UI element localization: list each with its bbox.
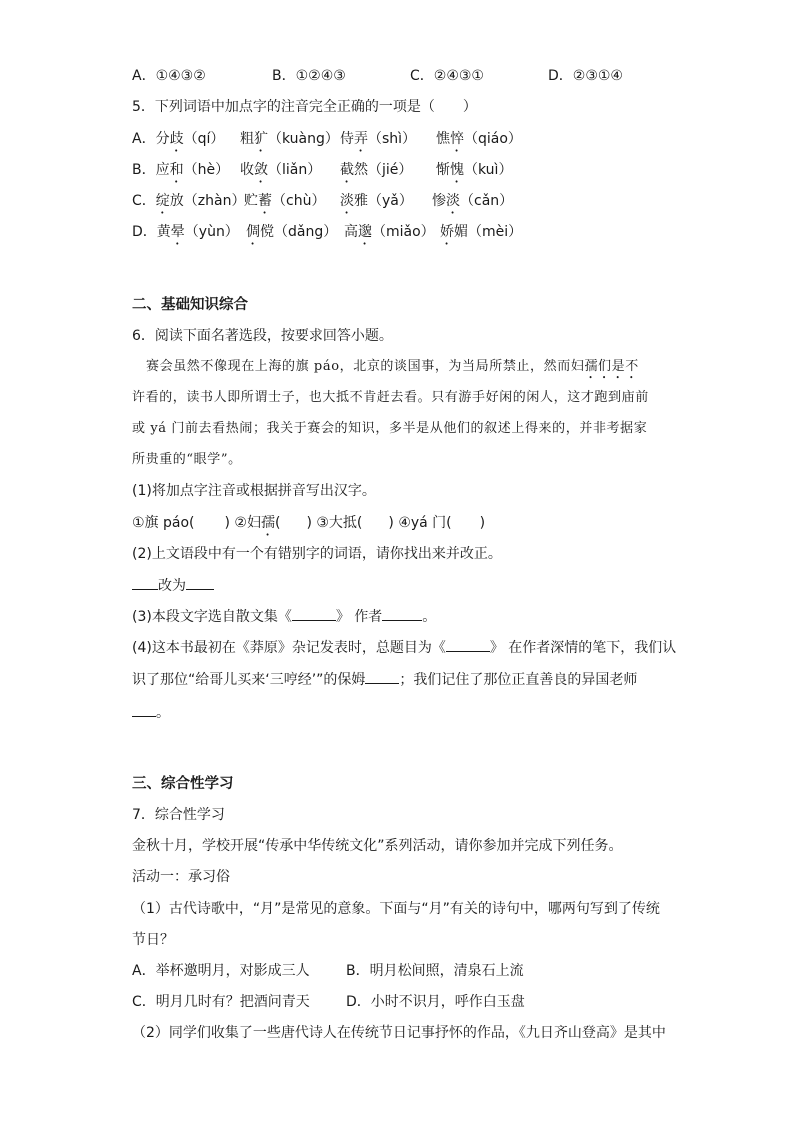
q7-sub2-line-1: （2）同学们收集了一些唐代诗人在传统节日记事抒怀的作品，《九日齐山登高》是其中 (132, 1025, 666, 1041)
passage-line-3: 或 yá 门前去看热闹；我关于赛会的知识，多半是从他们的叙述上得来的，并非考据家 (132, 421, 648, 436)
q5-c-item-4: 惨淡（cǎn） (432, 193, 514, 209)
q4-options (132, 66, 623, 86)
q5-a-item-1: A．分歧（qí） (132, 131, 225, 147)
q5-stem: 5．下列词语中加点字的注音完全正确的一项是（ ） (132, 99, 477, 115)
q5-b-item-3: 截然（jié） (340, 162, 413, 178)
q6-stem: 6．阅读下面名著选段，按要求回答小题。 (132, 328, 393, 344)
q5-d-item-2: 倜傥（dǎng） (246, 224, 338, 240)
q5-d-item-3: 高邈（miǎo） (344, 224, 435, 240)
q5-row-b (132, 160, 512, 186)
passage-line-4: 所贵重的“眼学”。 (132, 452, 242, 467)
q5-b-item-1: B．应和（hè） (132, 162, 230, 178)
q5-b-item-2: 收敛（liǎn） (240, 162, 322, 178)
q4-option-a: A．①④③② (132, 68, 206, 84)
passage-line-2: 许看的，读书人即所谓士子，也大抵不肯赶去看。只有游手好闲的闲人，这才跑到庙前 (132, 390, 649, 405)
q7-option-d: D．小时不识月，呼作白玉盘 (346, 994, 525, 1010)
q7-sub1-line-2: 节日？ (132, 932, 174, 948)
q5-d-item-1: D．黄晕（yùn） (132, 224, 239, 240)
q4-option-c: C．②④③① (410, 68, 484, 84)
q7-option-c: C．明月几时有？把酒问青天 (132, 994, 310, 1010)
q7-intro: 金秋十月，学校开展“传承中华传统文化”系列活动，请你参加并完成下列任务。 (132, 838, 623, 854)
q6-sub4-line-2: 识了那位“给哥儿买来‘三哼经’”的保姆 ；我们记住了那位正直善良的异国老师 (132, 669, 637, 690)
q5-row-c (132, 191, 513, 217)
q7-option-b: B．明月松间照，清泉石上流 (346, 963, 524, 979)
q7-options-row-1 (132, 961, 524, 981)
q6-sub1: (1)将加点字注音或根据拼音写出汉字。 (132, 483, 376, 499)
q7-option-a: A．举杯邀明月，对影成三人 (132, 963, 310, 979)
q5-a-item-3: 侍弄（shì） (340, 131, 417, 147)
q7-sub1-line-1: （1）古代诗歌中，“月”是常见的意象。下面与“月”有关的诗句中，哪两句写到了传统 (132, 901, 660, 917)
q6-sub3: (3)本段文字选自散文集《 》 作者 。 (132, 606, 436, 627)
q5-row-a (132, 129, 522, 155)
q6-sub2-fill: 改为 (132, 575, 214, 596)
q4-option-d: D．②③①④ (548, 68, 623, 84)
q6-sub2: (2)上文语段中有一个有错别字的词语，请你找出来并改正。 (132, 546, 502, 562)
q6-sub4-line-1: (4)这本书最初在《莽原》杂记发表时，总题目为《 》 在作者深情的笔下，我们认 (132, 637, 676, 658)
activity-1-title: 活动一：承习俗 (132, 869, 230, 885)
q7-options-row-2 (132, 992, 525, 1012)
q5-d-item-4: 娇媚（mèi） (440, 224, 523, 240)
q6-sub4-line-3: 。 (132, 702, 170, 723)
q5-c-item-2: 贮蓄（chù） (244, 193, 326, 209)
q6-sub1-items: ①旗 páo( ) ②妇孺( ) ③大抵( ) ④yá 门( ) (132, 515, 486, 531)
q5-c-item-1: C．绽放（zhàn） (132, 193, 246, 209)
section-3-title: 三、综合性学习 (132, 776, 234, 792)
q5-b-item-4: 惭愧（kuì） (436, 162, 513, 178)
q7-stem: 7．综合性学习 (132, 807, 225, 823)
section-2-title: 二、基础知识综合 (132, 297, 248, 313)
q5-c-item-3: 淡雅（yǎ） (340, 193, 413, 209)
q5-a-item-4: 憔悴（qiáo） (436, 131, 522, 147)
q5-a-item-2: 粗犷（kuàng） (240, 131, 339, 147)
passage-line-1: 赛会虽然不像现在上海的旗 páo，北京的谈国事，为当局所禁止，然而妇孺们是不 (146, 359, 639, 374)
q5-row-d (132, 222, 522, 248)
q4-option-b: B．①②④③ (272, 68, 346, 84)
